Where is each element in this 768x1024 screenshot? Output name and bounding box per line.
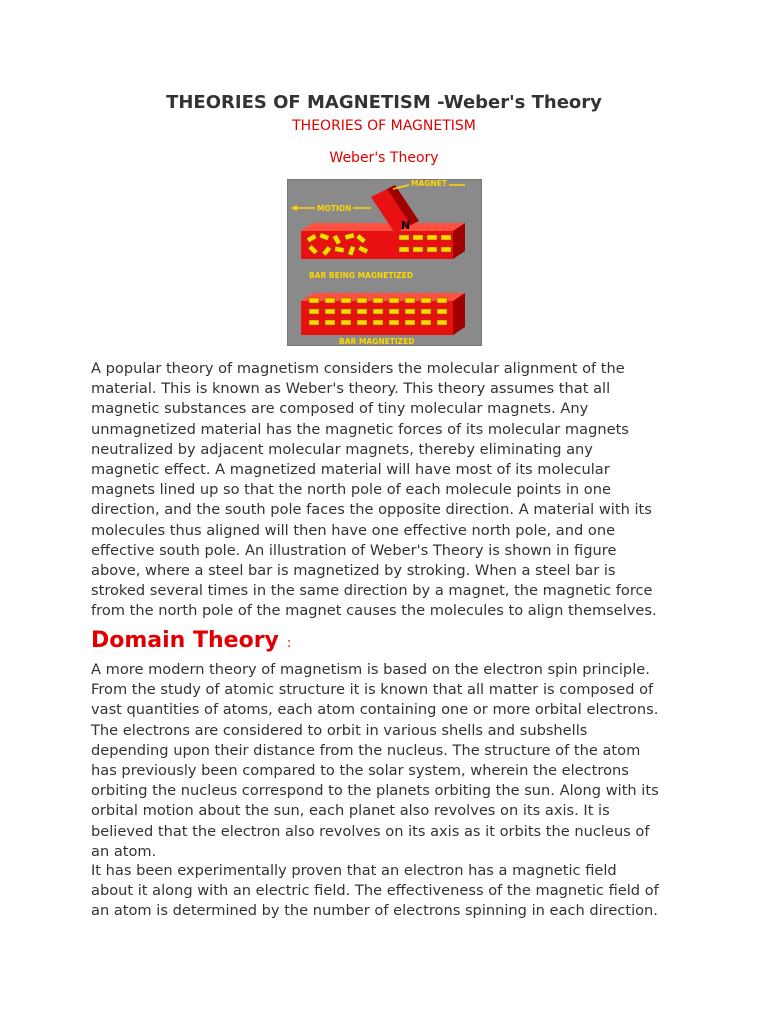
text-line: A popular theory of magnetism considers the molecular alignment of the bbox=[91, 360, 625, 377]
domain-theory-heading-text: Domain Theory bbox=[91, 628, 279, 653]
text-line: material. This is known as Weber's theory. This theory assumes that all bbox=[91, 380, 611, 398]
fully-aligned-molecules bbox=[309, 298, 447, 325]
text-line: molecules thus aligned will then have one effective north pole, and one bbox=[91, 521, 616, 539]
domain-theory-heading bbox=[91, 628, 291, 653]
text-line: stroked several times in the same direction by a magnet, the magnetic force bbox=[91, 582, 653, 600]
text-line: orbital motion about the sun, each planet also revolves on its axis. It is bbox=[91, 802, 610, 820]
text-line: The electrons are considered to orbit in various shells and subshells bbox=[91, 721, 588, 739]
document-title: THEORIES OF MAGNETISM -Weber's Theory bbox=[166, 92, 602, 113]
text-line: orbiting the nucleus correspond to the planets orbiting the sun. Along with its bbox=[91, 782, 659, 800]
document-subtitle: THEORIES OF MAGNETISM bbox=[292, 118, 476, 134]
paragraph-webers-theory bbox=[91, 359, 691, 622]
text-line: It has been experimentally proven that an electron has a magnetic field bbox=[91, 862, 617, 879]
text-line: about it along with an electric field. The effectiveness of the magnetic field of bbox=[91, 882, 659, 900]
paragraph-domain-theory bbox=[91, 660, 691, 862]
bar-magnetized-label: BAR MAGNETIZED bbox=[339, 337, 415, 346]
text-line: neutralized by adjacent molecular magnets, thereby eliminating any bbox=[91, 440, 593, 458]
magnet-label: MAGNET bbox=[411, 179, 447, 188]
section-title-webers-theory: Weber's Theory bbox=[329, 150, 439, 166]
webers-theory-figure bbox=[287, 179, 482, 346]
bar-being-magnetized-label: BAR BEING MAGNETIZED bbox=[309, 271, 414, 280]
text-line: depending upon their distance from the nucleus. The structure of the atom bbox=[91, 741, 641, 759]
domain-theory-colon: : bbox=[286, 636, 292, 651]
paragraph-electron-field bbox=[91, 861, 691, 922]
text-line: magnetic effect. A magnetized material will have most of its molecular bbox=[91, 461, 610, 479]
motion-label: MOTION bbox=[317, 204, 352, 213]
text-line: from the north pole of the magnet causes the molecules to align themselves. bbox=[91, 602, 657, 620]
text-line: unmagnetized material has the magnetic forces of its molecular magnets bbox=[91, 420, 629, 438]
text-line: From the study of atomic structure it is known that all matter is composed of bbox=[91, 681, 654, 699]
bar-magnetized bbox=[301, 301, 453, 335]
north-pole-label: N bbox=[401, 219, 411, 232]
text-line: magnets lined up so that the north pole of each molecule points in one bbox=[91, 481, 611, 499]
text-line: above, where a steel bar is magnetized by stroking. When a steel bar is bbox=[91, 562, 616, 580]
text-line: believed that the electron also revolves on its axis as it orbits the nucleus of bbox=[91, 822, 650, 840]
text-line: has previously been compared to the solar system, wherein the electrons bbox=[91, 762, 629, 780]
text-line: vast quantities of atoms, each atom containing one or more orbital electrons. bbox=[91, 701, 659, 719]
text-line: effective south pole. An illustration of Weber's Theory is shown in figure bbox=[91, 541, 617, 559]
text-line: A more modern theory of magnetism is based on the electron spin principle. bbox=[91, 661, 650, 678]
text-line: magnetic substances are composed of tiny molecular magnets. Any bbox=[91, 400, 589, 418]
text-line: an atom is determined by the number of electrons spinning in each direction. bbox=[91, 902, 658, 920]
text-line: direction, and the south pole faces the opposite direction. A material with its bbox=[91, 501, 652, 519]
bar-top-face bbox=[301, 223, 465, 231]
text-line: an atom. bbox=[91, 842, 157, 860]
